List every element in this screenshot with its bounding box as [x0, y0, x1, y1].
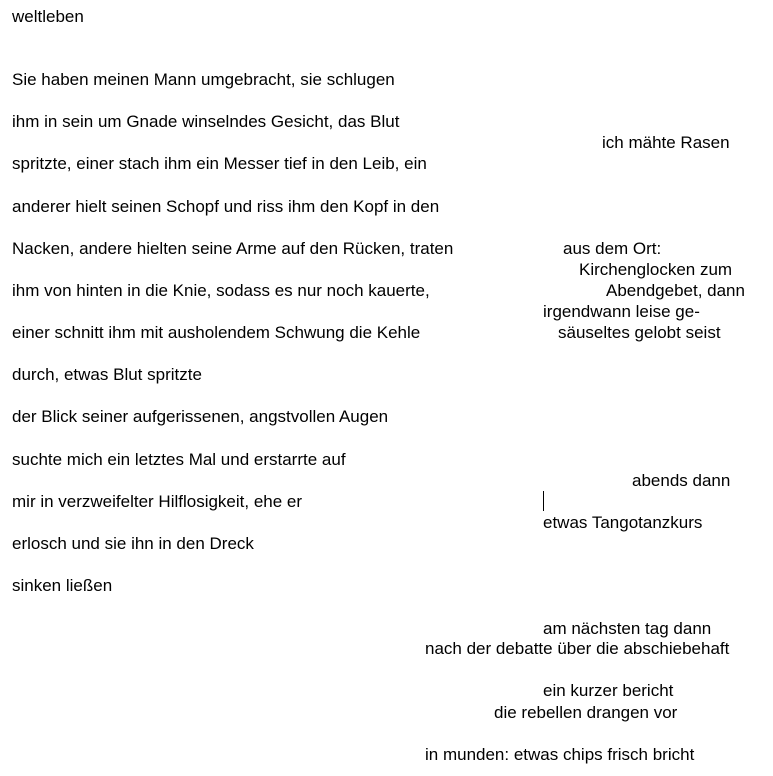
poem-title: weltleben: [12, 7, 84, 26]
right-line: die rebellen drangen vor: [494, 703, 678, 722]
left-line: ihm von hinten in die Knie, sodass es nur noch kauerte,: [12, 281, 430, 300]
right-line: säuseltes gelobt seist: [558, 323, 721, 342]
left-line: spritzte, einer stach ihm ein Messer tief in den Leib, ein: [12, 154, 427, 173]
left-line: suchte mich ein letztes Mal und erstarrte auf: [12, 450, 346, 469]
right-line: Abendgebet, dann: [606, 281, 745, 300]
right-line: etwas Tangotanzkurs: [543, 513, 703, 532]
right-line: ein kurzer bericht: [543, 681, 674, 700]
right-line: aus dem Ort:: [563, 239, 662, 258]
left-line: Sie haben meinen Mann umgebracht, sie schlugen: [12, 70, 395, 89]
left-line: anderer hielt seinen Schopf und riss ihm den Kopf in den: [12, 197, 440, 216]
left-line: der Blick seiner aufgerissenen, angstvollen Augen: [12, 407, 389, 426]
right-line: abends dann: [632, 471, 731, 490]
right-line: am nächsten tag dann: [543, 619, 712, 638]
right-line: nach der debatte über die abschiebehaft: [425, 639, 730, 658]
right-line: ich mähte Rasen: [602, 133, 730, 152]
text-cursor: [543, 491, 544, 511]
right-line: in munden: etwas chips frisch bricht: [425, 745, 695, 764]
left-line: erlosch und sie ihn in den Dreck: [12, 534, 254, 553]
right-line: Kirchenglocken zum: [579, 260, 733, 279]
left-line: durch, etwas Blut spritzte: [12, 365, 202, 384]
left-line: sinken ließen: [12, 576, 113, 595]
left-line: mir in verzweifelter Hilflosigkeit, ehe er: [12, 492, 303, 511]
right-line: irgendwann leise ge-: [543, 302, 700, 321]
left-line: Nacken, andere hielten seine Arme auf den Rücken, traten: [12, 239, 454, 258]
left-line: einer schnitt ihm mit ausholendem Schwung die Kehle: [12, 323, 421, 342]
left-line: ihm in sein um Gnade winselndes Gesicht, das Blut: [12, 112, 400, 131]
